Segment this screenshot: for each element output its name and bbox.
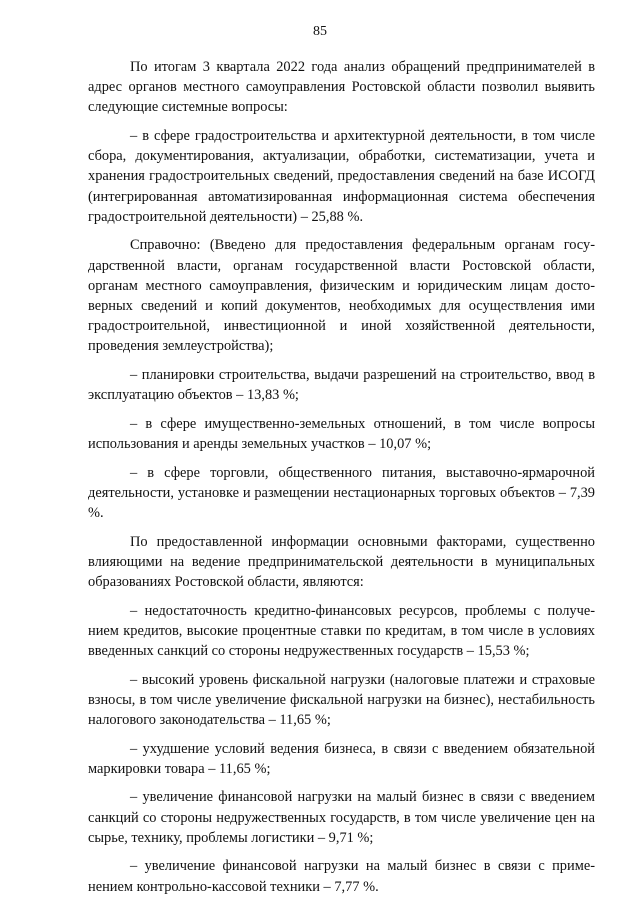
- paragraph-factor-sanctions: – увеличение финансовой нагрузки на малый бизнес в связи с введением санкций со стороны недружественных государств, в том числе увеличение цен на сырье, технику, проблемы логистики – 9,71 %;: [88, 789, 595, 846]
- paragraph-reference-note: Справочно: (Введено для предоставления федеральным органам государственной власти, органам государственной власти Ростовской области, органам местного самоуправления, физическим и юридическим лицам достоверных сведений и копий документов, необходимых для осуществления ими градостроительной, инвестиционной и иной хозяйственной деятельности, проведения землеустройства);: [88, 237, 595, 355]
- paragraph-factor-cash-registers: – увеличение финансовой нагрузки на малый бизнес в связи с применением контрольно-кассовой техники – 7,77 %.: [88, 858, 595, 895]
- paragraph-item-land-relations: – в сфере имущественно-земельных отношений, в том числе вопросы использования и аренды земельных участков – 10,07 %;: [88, 415, 595, 453]
- paragraph-item-trade: – в сфере торговли, общественного питания, выставочно-ярмарочной деятельности, установке и размещении нестационарных торговых объектов – 7,39 %.: [88, 464, 595, 522]
- paragraph-factor-credit: – недостаточность кредитно-финансовых ресурсов, проблемы с получением кредитов, высокие процентные ставки по кредитам, в том числе в условиях введенных санкций со стороны недружественных государств – 15,53 %;: [88, 602, 595, 660]
- paragraph-factor-fiscal-burden: – высокий уровень фискальной нагрузки (налоговые платежи и страховые взносы, в том числе увеличение фискальной нагрузки на бизнес), нестабильность налогового законодательства – 11,65 %;: [88, 671, 595, 729]
- document-body: [88, 57, 595, 905]
- page-number: 85: [313, 24, 327, 39]
- paragraph-item-construction-permits: – планировки строительства, выдачи разрешений на строительство, ввод в эксплуатацию объектов – 13,83 %;: [88, 367, 595, 404]
- paragraph-factor-labeling: – ухудшение условий ведения бизнеса, в связи с введением обязательной маркировки товара – 11,65 %;: [88, 740, 595, 777]
- paragraph-intro: По итогам 3 квартала 2022 года анализ обращений предпринимателей в адрес органов местного самоуправления Ростовской области позволил выявить следующие системные вопросы:: [88, 59, 595, 116]
- paragraph-item-urban-planning: – в сфере градостроительства и архитектурной деятельности, в том числе сбора, документирования, актуализации, обработки, систематизации, учета и хранения градостроительных сведений, предоставления сведений на базе ИСОГД (интегрированная автоматизированная информационная система обеспечения градостроительной деятельности) – 25,88 %.: [88, 128, 595, 225]
- paragraph-factors-intro: По предоставленной информации основными факторами, существенно влияющими на ведение предпринимательской деятельности в муниципальных образованиях Ростовской области, являются:: [88, 533, 595, 591]
